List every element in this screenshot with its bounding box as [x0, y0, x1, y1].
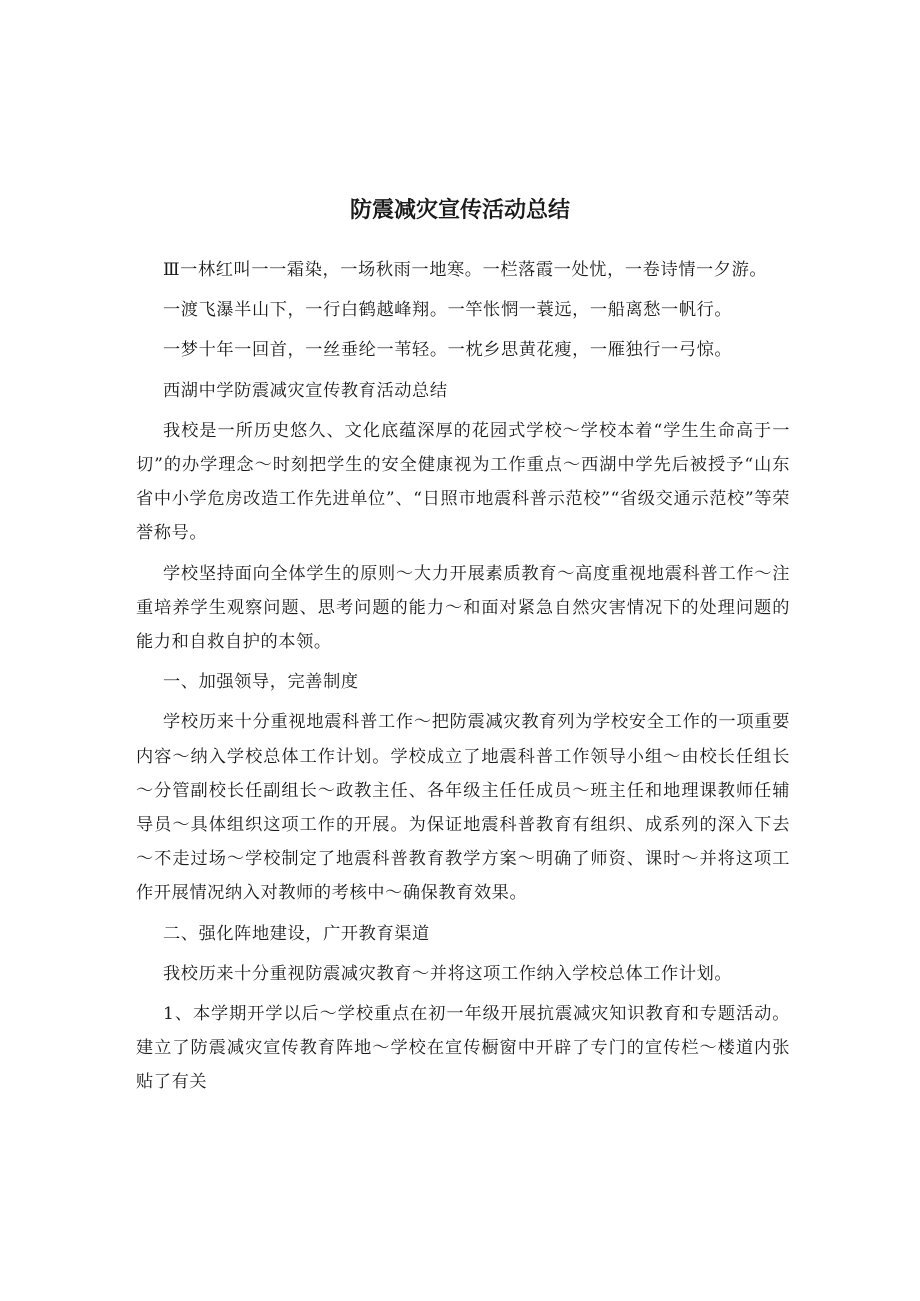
section-heading-2: 二、强化阵地建设，广开教育渠道: [163, 923, 430, 944]
paragraph-channels: 我校历来十分重视防震减灾教育～并将这项工作纳入学校总体工作计划。: [163, 963, 733, 984]
paragraph-intro: 我校是一所历史悠久、文化底蕴深厚的花园式学校～学校本着“学生生命高于一切”的办学理念～时刻把学生的安全健康视为工作重点～西湖中学先后被授予“山东省中小学危房改造工作先进单位”、“日照市地震科普示范校”“省级交通示范校”等荣誉称号。: [136, 420, 790, 544]
poem-line-1: Ⅲ一林红叫一一霜染，一场秋雨一地寒。一栏落霞一处忧，一卷诗情一夕游。: [163, 260, 768, 280]
paragraph-item-1: 1、本学期开学以后～学校重点在初一年级开展抗震减灾知识教育和专题活动。建立了防震减灾宣传教育阵地～学校在宣传橱窗中开辟了专门的宣传栏～楼道内张贴了有关: [136, 1004, 790, 1093]
poem-line-2: 一渡飞瀑半山下，一行白鹤越峰翔。一竿怅惘一蓑远，一船离愁一帆行。: [163, 300, 733, 321]
poem-line-3: 一梦十年一回首，一丝垂纶一苇轻。一枕乡思黄花瘦，一雁独行一弓惊。: [163, 340, 733, 361]
document-title: 防震减灾宣传活动总结: [349, 198, 570, 223]
subtitle: 西湖中学防震减灾宣传教育活动总结: [163, 380, 448, 401]
paragraph-leadership: 学校历来十分重视地震科普工作～把防震减灾教育列为学校安全工作的一项重要内容～纳入学校总体工作计划。学校成立了地震科普工作领导小组～由校长任组长～分管副校长任副组长～政教主任、各年级主任任成员～班主任和地理课教师任辅导员～具体组织这项工作的开展。为保证地震科普教育有组织、成系列的深入下去～不走过场～学校制定了地震科普教育教学方案～明确了师资、课时～并将这项工作开展情况纳入对教师的考核中～确保教育效果。: [136, 712, 790, 904]
paragraph-principle: 学校坚持面向全体学生的原则～大力开展素质教育～高度重视地震科普工作～注重培养学生观察问题、思考问题的能力～和面对紧急自然灾害情况下的处理问题的能力和自救自护的本领。: [136, 563, 790, 653]
section-heading-1: 一、加强领导，完善制度: [163, 672, 359, 693]
document-body: [136, 253, 790, 1100]
